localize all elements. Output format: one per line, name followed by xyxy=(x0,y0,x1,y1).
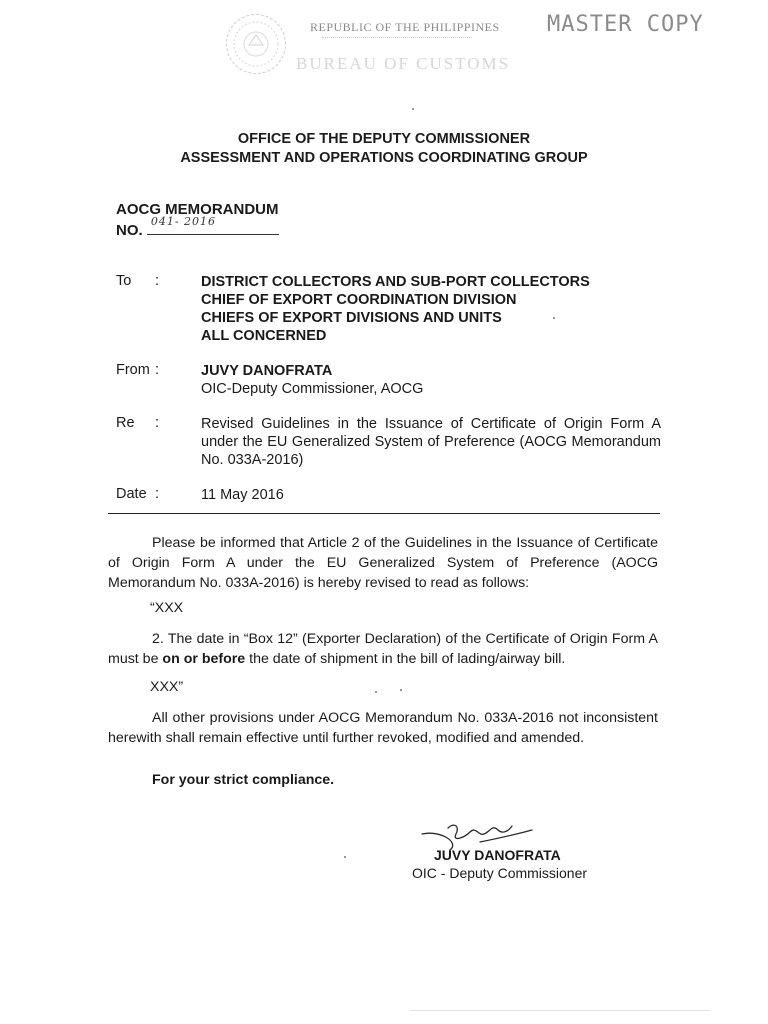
to-colon: : xyxy=(155,273,160,289)
signatory-name: JUVY DANOFRATA xyxy=(434,847,561,863)
office-heading-line2: ASSESSMENT AND OPERATIONS COORDINATING GROUP xyxy=(180,150,588,166)
revised-article-text-before: 2. The date in “Box 12” (Exporter Declaration) of the Certificate of Origin Form A must be xyxy=(108,631,658,667)
from-position: OIC-Deputy Commissioner, AOCG xyxy=(201,381,424,397)
letterhead-faded-line xyxy=(322,37,472,40)
bureau-seal-icon xyxy=(226,14,286,74)
scan-speck xyxy=(375,691,377,693)
scan-speck xyxy=(400,689,402,691)
letterhead xyxy=(226,10,546,80)
recipient-line: CHIEFS OF EXPORT DIVISIONS AND UNITS xyxy=(201,310,502,326)
recipient-line: ALL CONCERNED xyxy=(201,328,327,344)
from-colon: : xyxy=(155,362,160,378)
quote-open: “XXX xyxy=(150,600,184,616)
signature-block xyxy=(412,820,612,890)
date-colon: : xyxy=(155,486,160,502)
revised-article-text-after: the date of shipment in the bill of lading/airway bill. xyxy=(245,651,566,667)
quote-close: XXX” xyxy=(150,679,184,695)
scan-speck xyxy=(412,108,414,110)
body-intro-paragraph: Please be informed that Article 2 of the Guidelines in the Issuance of Certificate of Origin Form A under the EU Generalized System of Preference (AOCG Memorandum No. 033A-2016) is hereby revised to read as follows: xyxy=(108,535,658,591)
memo-title: AOCG MEMORANDUM xyxy=(116,201,279,218)
header-divider xyxy=(108,513,660,514)
memo-number-label: NO. xyxy=(116,222,143,239)
re-label: Re xyxy=(116,415,135,431)
to-recipients xyxy=(201,273,590,345)
to-label: To xyxy=(116,273,132,289)
revised-article-emphasis: on or before xyxy=(162,651,246,667)
from-name: JUVY DANOFRATA xyxy=(201,363,333,379)
re-subject: Revised Guidelines in the Issuance of Certificate of Origin Form A under the EU Generalized System of Preference (AOCG Memorandum No. 033A-2016) xyxy=(201,416,661,468)
scan-speck xyxy=(553,317,555,319)
letterhead-republic: REPUBLIC OF THE PHILIPPINES xyxy=(310,20,500,34)
date-label: Date xyxy=(116,486,147,502)
re-colon: : xyxy=(155,415,160,431)
compliance-line: For your strict compliance. xyxy=(152,772,335,788)
from-label: From xyxy=(116,362,150,378)
memo-number-row xyxy=(116,215,279,241)
office-heading-line1: OFFICE OF THE DEPUTY COMMISSIONER xyxy=(237,131,531,147)
letterhead-bureau: BUREAU OF CUSTOMS xyxy=(296,54,511,73)
other-provisions-paragraph: All other provisions under AOCG Memorandum No. 033A-2016 not inconsistent herewith shall remain effective until further revoked, modified and amended. xyxy=(108,710,658,746)
memo-number-value: 041- 2016 xyxy=(150,215,217,228)
scan-edge-line xyxy=(410,1010,710,1011)
stamp-initial-mark xyxy=(705,38,709,51)
signatory-title: OIC - Deputy Commissioner xyxy=(412,865,588,881)
date-value: 11 May 2016 xyxy=(201,487,284,503)
master-copy-stamp: MASTER COPY xyxy=(547,12,704,37)
from-block xyxy=(201,362,423,398)
memo-header xyxy=(116,200,279,241)
memo-number-blank xyxy=(147,215,279,235)
recipient-line: CHIEF OF EXPORT COORDINATION DIVISION xyxy=(201,292,517,308)
scan-speck xyxy=(344,856,346,858)
revised-article-paragraph xyxy=(108,629,658,669)
recipient-line: DISTRICT COLLECTORS AND SUB-PORT COLLECTORS xyxy=(201,274,590,290)
